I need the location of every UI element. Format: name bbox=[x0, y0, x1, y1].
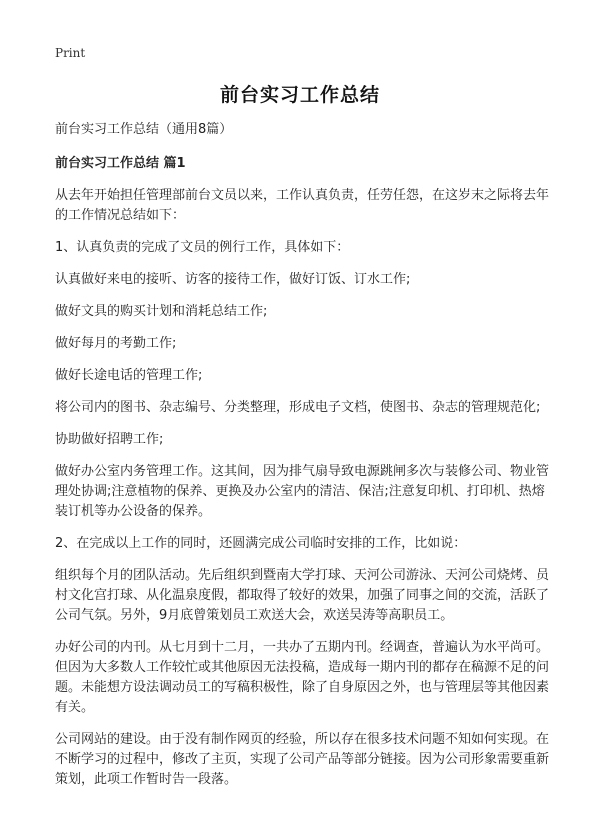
paragraph-internal-magazine: 办好公司的内刊。从七月到十二月，一共办了五期内刊。经调查，普遍认为水平尚可。但因为大多数人工作较忙或其他原因无法投稿，造成每一期内刊的都存在稿源不足的问题。未能想方设法调动员工的写稿积极性，除了自身原因之外，也与管理层等其他因素有关。 bbox=[55, 640, 550, 715]
document-title: 前台实习工作总结 bbox=[219, 84, 380, 106]
document-subtitle: 前台实习工作总结（通用8篇） bbox=[55, 122, 233, 137]
paragraph-duty-phone: 认真做好来电的接听、访客的接待工作，做好订饭、订水工作; bbox=[55, 272, 411, 287]
paragraph-intro: 从去年开始担任管理部前台文员以来，工作认真负责，任劳任怨，在这岁末之际将去年的工作情况总结如下： bbox=[55, 188, 550, 223]
document-body bbox=[55, 120, 555, 802]
paragraph-item-2: 2、在完成以上工作的同时，还圆满完成公司临时安排的工作，比如说： bbox=[55, 536, 467, 551]
paragraph-website: 公司网站的建设。由于没有制作网页的经验，所以存在很多技术问题不知如何实现。在不断学习的过程中，修改了主页，实现了公司产品等部分链接。因为公司形象需要重新策划，此项工作暂时告一段落。 bbox=[55, 732, 550, 787]
paragraph-duty-stationery: 做好文具的购买计划和消耗总结工作; bbox=[55, 304, 268, 319]
paragraph-duty-attendance: 做好每月的考勤工作; bbox=[55, 336, 177, 351]
print-label: Print bbox=[55, 46, 86, 60]
paragraph-duty-books: 将公司内的图书、杂志编号、分类整理，形成电子文档，使图书、杂志的管理规范化; bbox=[55, 400, 541, 415]
paragraph-duty-office: 做好办公室内务管理工作。这其间，因为排气扇导致电源跳闸多次与装修公司、物业管理处协调;注意植物的保养、更换及办公室内的清洁、保洁;注意复印机、打印机、热熔装订机等办公设备的保养。 bbox=[55, 464, 550, 519]
section-heading: 前台实习工作总结 篇1 bbox=[55, 156, 186, 171]
paragraph-team-activities: 组织每个月的团队活动。先后组织到暨南大学打球、天河公司游泳、天河公司烧烤、员村文化宫打球、从化温泉度假，都取得了较好的效果，加强了同事之间的交流，活跃了公司气氛。另外，9月底曾策划员工欢送大会，欢送吴涛等高职员工。 bbox=[55, 568, 550, 623]
paragraph-duty-recruiting: 协助做好招聘工作; bbox=[55, 432, 164, 447]
paragraph-duty-longdistance: 做好长途电话的管理工作; bbox=[55, 368, 203, 383]
paragraph-item-1: 1、认真负责的完成了文员的例行工作，具体如下： bbox=[55, 240, 350, 255]
